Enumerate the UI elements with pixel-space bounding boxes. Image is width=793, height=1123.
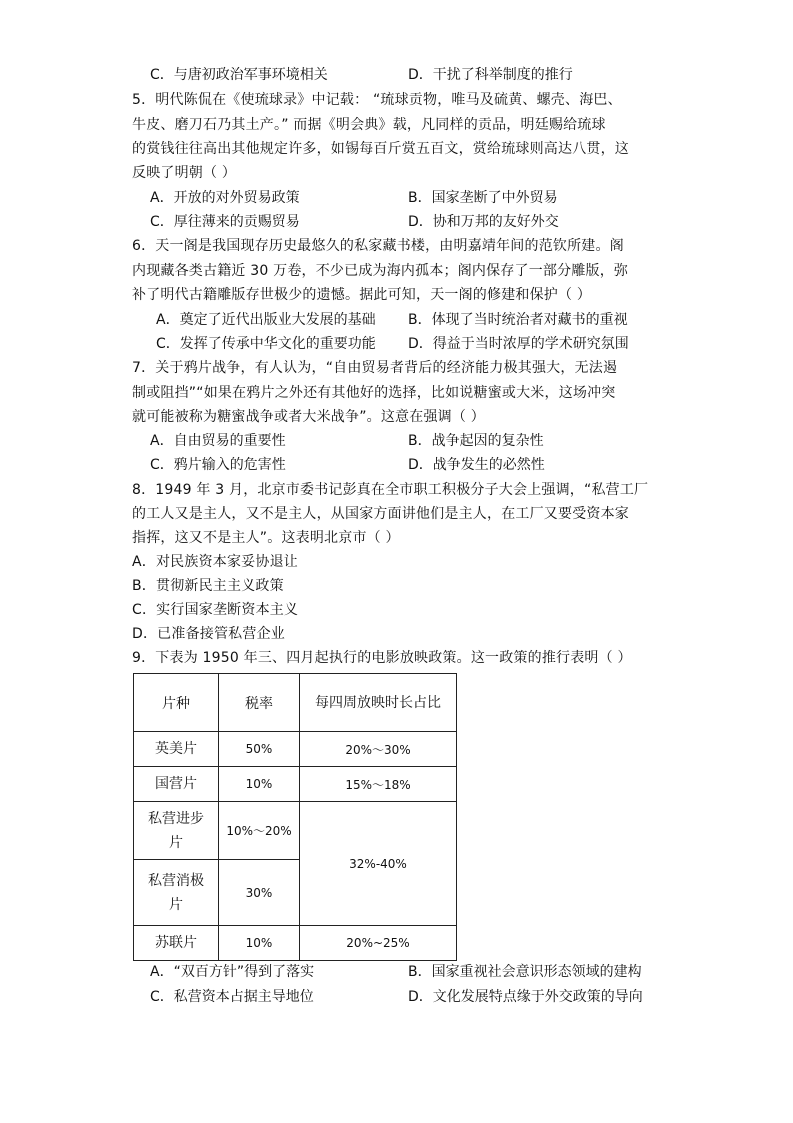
row-kind: 苏联片: [134, 926, 219, 961]
q9-option-a: A．“双百方针”得到了落实: [150, 964, 315, 980]
table-row: [134, 767, 457, 802]
table-row: [134, 926, 457, 961]
q7-stem-line-3: 就可能被称为糖蜜战争或者大米战争”。这意在强调（ ）: [132, 409, 485, 425]
table-header-tax: 税率: [219, 674, 300, 732]
q6-option-a: A．奠定了近代出版业大发展的基础: [156, 312, 376, 328]
row-tax: 30%: [219, 860, 300, 926]
table-header-share: 每四周放映时长占比: [300, 674, 457, 732]
q8-option-b: B．贯彻新民主主义政策: [132, 578, 284, 594]
q7-option-b: B．战争起因的复杂性: [408, 433, 544, 449]
film-policy-table: [133, 673, 457, 961]
row-tax: 50%: [219, 732, 300, 767]
q9-option-d: D．文化发展特点缘于外交政策的导向: [408, 989, 643, 1005]
q4-option-d: D．干扰了科举制度的推行: [408, 67, 573, 83]
row-kind: 私营进步片: [134, 802, 219, 860]
row-kind: 私营消极片: [134, 860, 219, 926]
q6-option-c: C．发挥了传承中华文化的重要功能: [156, 336, 376, 352]
q7-option-c: C．鸦片输入的危害性: [150, 457, 286, 473]
q6-stem-line-3: 补了明代古籍雕版存世极少的遗憾。据此可知，天一阁的修建和保护（ ）: [132, 287, 592, 303]
q8-option-a: A．对民族资本家妥协退让: [132, 554, 298, 570]
table-row: [134, 802, 457, 860]
q7-option-a: A．自由贸易的重要性: [150, 433, 286, 449]
q6-option-b: B．体现了当时统治者对藏书的重视: [408, 312, 628, 328]
row-share: 15%～18%: [300, 767, 457, 802]
q6-stem-line-2: 内现藏各类古籍近 30 万卷，不少已成为海内孤本；阁内保存了一部分雕版，弥: [132, 263, 629, 279]
table-header-kind: 片种: [134, 674, 219, 732]
q5-stem-line-2: 牛皮、磨刀石乃其土产。” 而据《明会典》载，凡同样的贡品，明廷赐给琉球: [132, 117, 606, 133]
q5-option-d: D．协和万邦的友好外交: [408, 214, 559, 230]
q8-stem-line-2: 的工人又是主人，又不是主人，从国家方面讲他们是主人，在工厂又要受资本家: [132, 506, 629, 522]
q5-stem-line-3: 的赏钱往往高出其他规定许多，如锡每百斤赏五百文，赏给琉球则高达八贯，这: [132, 141, 629, 157]
table-row: [134, 732, 457, 767]
q8-option-d: D．已准备接管私营企业: [132, 626, 285, 642]
q6-stem-line-1: 6．天一阁是我国现存历史最悠久的私家藏书楼，由明嘉靖年间的范钦所建。阁: [132, 238, 624, 254]
q7-stem-line-1: 7．关于鸦片战争，有人认为，“自由贸易者背后的经济能力极其强大，无法遏: [132, 360, 618, 376]
row-kind: 英美片: [134, 732, 219, 767]
row-tax: 10%: [219, 926, 300, 961]
row-tax: 10%: [219, 767, 300, 802]
row-share: 20%~25%: [300, 926, 457, 961]
row-share-merged: 32%-40%: [300, 802, 457, 926]
q8-option-c: C．实行国家垄断资本主义: [132, 602, 299, 618]
q8-stem-line-3: 指挥，这又不是主人”。这表明北京市（ ）: [132, 530, 400, 546]
q5-option-c: C．厚往薄来的贡赐贸易: [150, 214, 300, 230]
q5-stem-line-1: 5．明代陈侃在《使琉球录》中记载： “琉球贡物，唯马及硫黄、螺壳、海巴、: [132, 92, 622, 108]
q9-option-c: C．私营资本占据主导地位: [150, 989, 314, 1005]
row-tax: 10%～20%: [219, 802, 300, 860]
row-kind: 国营片: [134, 767, 219, 802]
q9-option-b: B．国家重视社会意识形态领域的建构: [408, 964, 642, 980]
q5-option-b: B．国家垄断了中外贸易: [408, 190, 558, 206]
q8-stem-line-1: 8．1949 年 3 月，北京市委书记彭真在全市职工积极分子大会上强调，“私营工厂: [132, 482, 649, 498]
q7-option-d: D．战争发生的必然性: [408, 457, 545, 473]
q6-option-d: D．得益于当时浓厚的学术研究氛围: [408, 336, 629, 352]
q5-option-a: A．开放的对外贸易政策: [150, 190, 300, 206]
q5-stem-line-4: 反映了明朝（ ）: [132, 165, 237, 181]
q9-stem: 9．下表为 1950 年三、四月起执行的电影放映政策。这一政策的推行表明（ ）: [132, 650, 632, 666]
q7-stem-line-2: 制或阻挡”“如果在鸦片之外还有其他好的选择，比如说糖蜜或大米，这场冲突: [132, 385, 616, 401]
row-share: 20%～30%: [300, 732, 457, 767]
q4-option-c: C．与唐初政治军事环境相关: [150, 67, 328, 83]
